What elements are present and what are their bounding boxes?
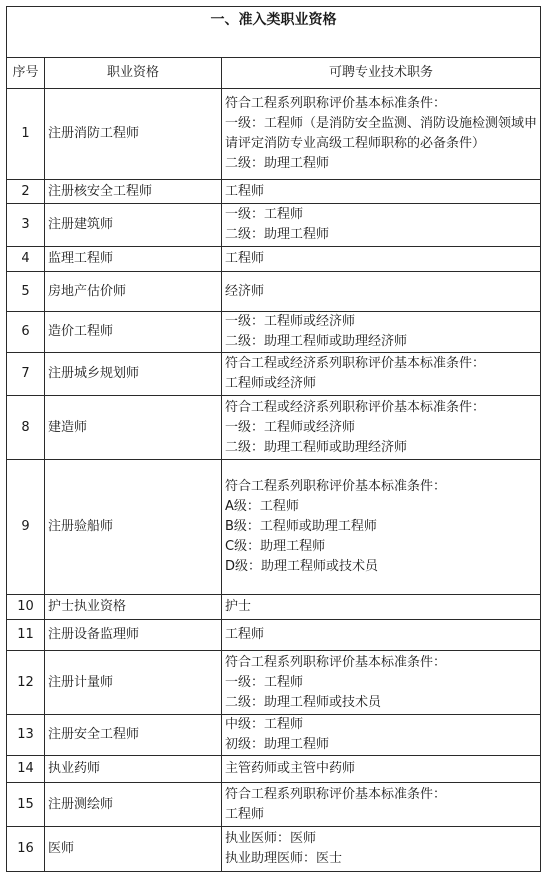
row-number: 14 — [7, 756, 45, 783]
eligible-posts — [222, 756, 541, 783]
post-line: 护士 — [225, 599, 252, 614]
post-line: 工程师 — [225, 806, 265, 822]
post-line: 二级：助理工程师或助理经济师 — [225, 439, 408, 455]
table-row — [7, 312, 541, 353]
post-line: 工程师 — [225, 183, 265, 199]
table-row — [7, 396, 541, 460]
row-number: 6 — [7, 312, 45, 353]
row-number: 15 — [7, 783, 45, 827]
qualification-name: 护士执业资格 — [45, 595, 222, 620]
post-line: 符合工程系列职称评价基本标准条件： — [225, 96, 447, 111]
qualification-name: 注册消防工程师 — [45, 89, 222, 180]
eligible-posts — [222, 715, 541, 756]
table-row — [7, 247, 541, 272]
table-row — [7, 595, 541, 620]
qualification-name: 造价工程师 — [45, 312, 222, 353]
row-number: 2 — [7, 180, 45, 204]
table-row — [7, 651, 541, 715]
row-number: 16 — [7, 827, 45, 872]
row-number: 11 — [7, 620, 45, 651]
row-number: 8 — [7, 396, 45, 460]
eligible-posts — [222, 827, 541, 872]
qualification-name: 建造师 — [45, 396, 222, 460]
table-row — [7, 460, 541, 595]
qualification-name: 医师 — [45, 827, 222, 872]
post-line: 二级：助理工程师或助理经济师 — [225, 334, 408, 349]
table-row — [7, 620, 541, 651]
post-line: 符合工程或经济系列职称评价基本标准条件： — [225, 399, 486, 415]
table-row — [7, 715, 541, 756]
qualification-name: 注册验船师 — [45, 460, 222, 595]
qualification-name: 注册设备监理师 — [45, 620, 222, 651]
post-line: 一级：工程师（是消防安全监测、消防设施检测领域申请评定消防专业高级工程师职称的必备条件） — [225, 116, 538, 151]
row-number: 4 — [7, 247, 45, 272]
post-line: B级：工程师或助理工程师 — [225, 519, 377, 534]
eligible-posts — [222, 460, 541, 595]
post-line: 二级：助理工程师 — [225, 227, 330, 242]
table-row — [7, 272, 541, 312]
post-line: 符合工程或经济系列职称评价基本标准条件： — [225, 356, 486, 371]
qualification-table — [6, 6, 541, 872]
post-line: 执业医师：医师 — [225, 831, 317, 846]
qualification-name: 注册计量师 — [45, 651, 222, 715]
post-line: 一级：工程师 — [225, 207, 304, 222]
qualification-name: 注册核安全工程师 — [45, 180, 222, 204]
table-title: 一、准入类职业资格 — [7, 7, 541, 58]
post-line: 工程师 — [225, 627, 265, 642]
table-row — [7, 180, 541, 204]
post-line: D级：助理工程师或技术员 — [225, 559, 379, 574]
table-body — [7, 89, 541, 872]
header-no: 序号 — [7, 58, 45, 89]
post-line: 经济师 — [225, 283, 265, 299]
table-row — [7, 89, 541, 180]
post-line: 主管药师或主管中药师 — [225, 761, 356, 776]
row-number: 12 — [7, 651, 45, 715]
eligible-posts — [222, 89, 541, 180]
eligible-posts — [222, 396, 541, 460]
row-number: 9 — [7, 460, 45, 595]
qualification-name: 注册安全工程师 — [45, 715, 222, 756]
eligible-posts — [222, 247, 541, 272]
post-line: 符合工程系列职称评价基本标准条件： — [225, 786, 447, 802]
post-line: C级：助理工程师 — [225, 539, 326, 554]
row-number: 7 — [7, 353, 45, 396]
eligible-posts — [222, 620, 541, 651]
row-number: 13 — [7, 715, 45, 756]
post-line: 二级：助理工程师或技术员 — [225, 694, 382, 710]
post-line: 符合工程系列职称评价基本标准条件： — [225, 479, 447, 494]
row-number: 1 — [7, 89, 45, 180]
row-number: 10 — [7, 595, 45, 620]
qualification-name: 注册测绘师 — [45, 783, 222, 827]
post-line: 一级：工程师或经济师 — [225, 419, 356, 435]
eligible-posts — [222, 272, 541, 312]
post-line: 工程师或经济师 — [225, 376, 317, 391]
table-row — [7, 756, 541, 783]
qualification-name: 监理工程师 — [45, 247, 222, 272]
row-number: 3 — [7, 204, 45, 247]
post-line: 初级：助理工程师 — [225, 737, 330, 752]
header-qualification: 职业资格 — [45, 58, 222, 89]
table-row — [7, 783, 541, 827]
eligible-posts — [222, 180, 541, 204]
header-posts: 可聘专业技术职务 — [222, 58, 541, 89]
table-row — [7, 204, 541, 247]
row-number: 5 — [7, 272, 45, 312]
eligible-posts — [222, 595, 541, 620]
eligible-posts — [222, 783, 541, 827]
table-row — [7, 827, 541, 872]
qualification-name: 房地产估价师 — [45, 272, 222, 312]
post-line: 工程师 — [225, 251, 265, 266]
post-line: 符合工程系列职称评价基本标准条件： — [225, 654, 447, 670]
post-line: 一级：工程师或经济师 — [225, 314, 356, 329]
qualification-name: 执业药师 — [45, 756, 222, 783]
post-line: A级：工程师 — [225, 499, 299, 514]
post-line: 一级：工程师 — [225, 674, 304, 690]
eligible-posts — [222, 204, 541, 247]
eligible-posts — [222, 651, 541, 715]
post-line: 二级：助理工程师 — [225, 156, 330, 171]
eligible-posts — [222, 312, 541, 353]
header-row — [7, 58, 541, 89]
eligible-posts — [222, 353, 541, 396]
post-line: 中级：工程师 — [225, 717, 304, 732]
qualification-name: 注册建筑师 — [45, 204, 222, 247]
post-line: 执业助理医师：医士 — [225, 851, 343, 866]
qualification-name: 注册城乡规划师 — [45, 353, 222, 396]
table-row — [7, 353, 541, 396]
